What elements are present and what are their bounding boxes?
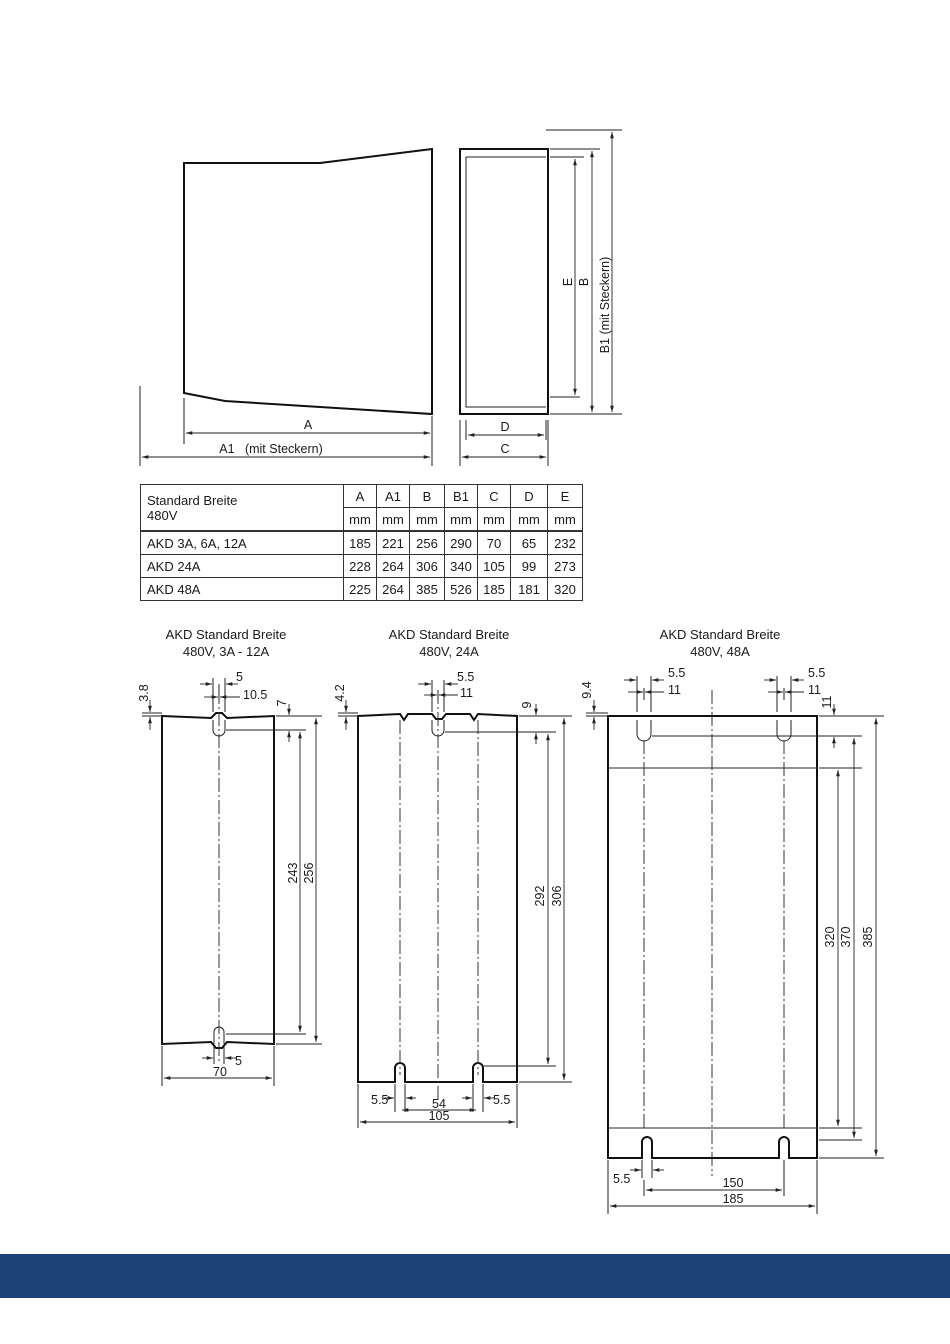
table-header-line2: 480V xyxy=(147,507,178,523)
drawing3-dim-inner-height: 370 xyxy=(839,926,853,948)
drawing1-title-line2: 480V, 3A - 12A xyxy=(182,644,270,659)
row-model: AKD 24A xyxy=(141,555,344,578)
drawing3-dim-slot-center-left: 11 xyxy=(668,683,681,697)
drawing2-dim-slot-pitch: 54 xyxy=(432,1097,446,1111)
table-cell: 290 xyxy=(445,531,478,555)
front-view xyxy=(460,130,622,466)
unit-cell: mm xyxy=(445,508,478,532)
table-cell: 526 xyxy=(445,578,478,601)
drawing2-dim-hole-pitch: 292 xyxy=(533,885,547,907)
col-header: C xyxy=(478,485,511,508)
table-row xyxy=(141,578,583,601)
unit-cell: mm xyxy=(377,508,410,532)
drawing3-title-line2: 480V, 48A xyxy=(690,644,750,659)
front-dim-b-label: B xyxy=(577,277,591,287)
drawing2-dim-slot-width: 5.5 xyxy=(457,670,475,684)
drawing2-title-line1: AKD Standard Breite xyxy=(388,627,510,642)
drawing1-dim-top-hole: 7 xyxy=(275,699,289,707)
drawing2-dim-top-offset: 4.2 xyxy=(333,684,347,702)
front-dim-c-label: C xyxy=(500,442,510,456)
drawing3-dim-width: 185 xyxy=(722,1192,744,1206)
unit-cell: mm xyxy=(478,508,511,532)
footer-bar xyxy=(0,1254,950,1298)
unit-cell: mm xyxy=(548,508,583,532)
unit-cell: mm xyxy=(344,508,377,532)
dimensions-table xyxy=(140,484,583,601)
drawing3-dim-hole-pitch: 320 xyxy=(823,926,837,948)
drawing2-dim-right-slot: 5.5 xyxy=(493,1093,511,1107)
drawing1-dim-bottom-slot: 5 xyxy=(235,1054,242,1068)
col-header: B xyxy=(410,485,445,508)
drawing3-title-line1: AKD Standard Breite xyxy=(659,627,781,642)
table-cell: 65 xyxy=(511,531,548,555)
drawing3-dim-slot-width-left: 5.5 xyxy=(668,666,686,680)
drawing3-dim-bottom-slot: 5.5 xyxy=(613,1172,631,1186)
unit-cell: mm xyxy=(511,508,548,532)
table-row xyxy=(141,531,583,555)
drawing1-dim-top-offset: 3.8 xyxy=(137,684,151,702)
drawing3-dim-slot-center-right: 11 xyxy=(808,683,821,697)
row-model: AKD 48A xyxy=(141,578,344,601)
table-cell: 273 xyxy=(548,555,583,578)
table-cell: 320 xyxy=(548,578,583,601)
table-cell: 228 xyxy=(344,555,377,578)
col-header: B1 xyxy=(445,485,478,508)
table-cell: 256 xyxy=(410,531,445,555)
drawing2-dim-top-hole: 9 xyxy=(520,701,534,709)
col-header: D xyxy=(511,485,548,508)
drawing1-dim-slot-center: 10.5 xyxy=(243,688,268,702)
table-header-row xyxy=(141,485,583,508)
col-header: E xyxy=(548,485,583,508)
row-model: AKD 3A, 6A, 12A xyxy=(141,531,344,555)
table-cell: 385 xyxy=(410,578,445,601)
front-dim-d-label: D xyxy=(500,420,510,434)
table-cell: 70 xyxy=(478,531,511,555)
unit-cell: mm xyxy=(410,508,445,532)
drawing3-dim-top-offset: 9.4 xyxy=(580,681,594,699)
front-dim-e-label: E xyxy=(561,277,575,287)
drawing2-dim-height: 306 xyxy=(550,885,564,907)
table-cell: 105 xyxy=(478,555,511,578)
drawing2-dim-slot-center: 11 xyxy=(460,686,473,700)
table-cell: 185 xyxy=(344,531,377,555)
table-cell: 225 xyxy=(344,578,377,601)
front-dim-b1-label: B1 (mit Steckern) xyxy=(598,256,612,354)
table-header-line1: Standard Breite xyxy=(147,492,238,508)
table-cell: 340 xyxy=(445,555,478,578)
table-cell: 99 xyxy=(511,555,548,578)
drawing1-dim-height: 256 xyxy=(302,862,316,884)
drawing3-dim-top-hole: 11 xyxy=(820,695,834,709)
col-header: A1 xyxy=(377,485,410,508)
table-cell: 181 xyxy=(511,578,548,601)
drawing2-dim-width: 105 xyxy=(428,1109,450,1123)
drawing3-dim-slot-pitch: 150 xyxy=(722,1176,744,1190)
drawing1-dim-hole-pitch: 243 xyxy=(286,862,300,884)
col-header: A xyxy=(344,485,377,508)
side-dim-a1-label: A1 (mit Steckern) xyxy=(219,442,323,456)
drawing3-dim-slot-width-right: 5.5 xyxy=(808,666,826,680)
drawing1-title-line1: AKD Standard Breite xyxy=(165,627,287,642)
table-header-label xyxy=(141,485,344,532)
table-cell: 185 xyxy=(478,578,511,601)
side-dim-a-label: A xyxy=(303,418,313,432)
table-cell: 232 xyxy=(548,531,583,555)
drawing2-title-line2: 480V, 24A xyxy=(419,644,479,659)
table-cell: 264 xyxy=(377,578,410,601)
table-row xyxy=(141,555,583,578)
drawing1-dim-slot-width: 5 xyxy=(236,670,243,684)
table-cell: 264 xyxy=(377,555,410,578)
drawing-48a xyxy=(580,627,884,1214)
drawing-3a-12a xyxy=(137,627,322,1086)
drawing2-dim-left-slot: 5.5 xyxy=(371,1093,389,1107)
side-view xyxy=(140,149,432,466)
drawing1-dim-width: 70 xyxy=(213,1065,227,1079)
table-cell: 221 xyxy=(377,531,410,555)
drawing-24a xyxy=(333,627,572,1128)
drawing3-dim-height: 385 xyxy=(861,926,875,948)
table-cell: 306 xyxy=(410,555,445,578)
